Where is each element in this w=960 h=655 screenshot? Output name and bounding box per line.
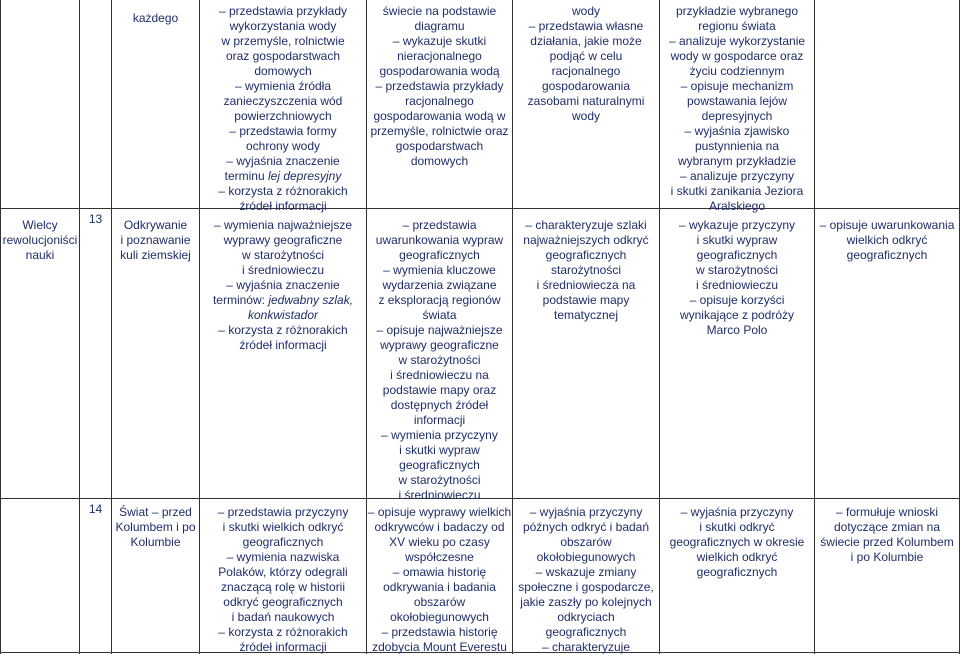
requirement-line: zasobami naturalnymi bbox=[527, 94, 645, 108]
requirement-line: geograficznych bbox=[696, 248, 778, 262]
requirement-line: podjąć w celu bbox=[549, 49, 623, 63]
requirement-line: – przedstawia formy bbox=[200, 124, 366, 139]
requirement-line: odkryć geograficznych bbox=[223, 595, 343, 609]
topic-line: każdego bbox=[132, 11, 179, 25]
requirement-line: okołobiegunowych bbox=[536, 550, 636, 564]
requirement-line: domowych bbox=[410, 154, 469, 168]
requirement-line: powierzchniowych bbox=[234, 109, 332, 123]
requirement-line: – przedstawia przykłady bbox=[367, 79, 512, 94]
requirement-line: gospodarowania wodą w bbox=[373, 109, 506, 123]
requirement-line: wody bbox=[571, 4, 600, 18]
requirement-line: podstawie mapy bbox=[542, 293, 630, 307]
requirement-line: świata bbox=[422, 308, 457, 322]
requirement-line: – opisuje najważniejsze bbox=[367, 323, 512, 338]
requirement-line: – przedstawia historię bbox=[367, 625, 512, 640]
requirement-line: w starożytności bbox=[398, 353, 481, 367]
requirement-line: w starożytności bbox=[695, 263, 779, 277]
requirement-line: – omawia historię bbox=[367, 565, 512, 580]
requirement-line: źródeł informacji bbox=[239, 338, 327, 352]
requirement-line: – korzysta z różnorakich bbox=[200, 625, 366, 640]
requirement-line: – opisuje mechanizm bbox=[660, 79, 814, 94]
requirement-line: – analizuje wykorzystanie bbox=[660, 34, 814, 49]
requirement-line: terminów: jedwabny szlak, bbox=[212, 293, 354, 307]
requirement-line: – charakteryzuje bbox=[513, 640, 659, 655]
requirement-line: geograficznych bbox=[696, 565, 778, 579]
requirements-cell bbox=[513, 4, 659, 124]
requirement-line: – analizuje przyczyny bbox=[660, 169, 814, 184]
table-grid-line bbox=[111, 0, 112, 654]
requirement-line: wykorzystania wody bbox=[229, 19, 337, 33]
topic-line: Odkrywanie bbox=[123, 218, 188, 232]
requirement-line: i średniowiecza na bbox=[536, 278, 636, 292]
topic-line: kuli ziemskiej bbox=[120, 248, 191, 262]
requirement-line: przykładzie wybranego bbox=[675, 4, 799, 18]
requirement-line: z eksploracją regionów bbox=[378, 293, 501, 307]
requirement-line: geograficznych bbox=[399, 458, 480, 472]
row-number: 13 bbox=[88, 212, 103, 226]
requirement-line: geograficznych w okresie bbox=[669, 535, 805, 549]
requirement-line: gospodarowania bbox=[541, 79, 631, 93]
requirement-line: współczesne bbox=[405, 550, 474, 564]
requirement-line: późnych odkryć i badań bbox=[522, 520, 650, 534]
requirement-line: – charakteryzuje szlaki bbox=[513, 218, 659, 233]
table-grid-line bbox=[0, 0, 1, 654]
requirement-line: regionu świata bbox=[698, 19, 776, 33]
requirement-line: i po Kolumbie bbox=[850, 550, 924, 564]
requirement-line: odkrywania i badania bbox=[383, 580, 496, 594]
requirement-line: zanieczyszczenia wód bbox=[223, 94, 343, 108]
requirement-line: – korzysta z różnorakich bbox=[200, 184, 366, 199]
requirement-line: Polaków, którzy odegrali bbox=[218, 565, 348, 579]
requirement-line: podstawie mapy oraz bbox=[382, 383, 497, 397]
requirement-line: – wymienia źródła bbox=[200, 79, 366, 94]
requirement-line: i skutki wypraw bbox=[399, 443, 480, 457]
requirements-cell bbox=[660, 505, 814, 580]
requirement-line: pustynnienia na bbox=[694, 139, 780, 153]
requirement-line: ochrony wody bbox=[245, 139, 321, 153]
requirement-line: domowych bbox=[254, 64, 312, 78]
requirements-cell bbox=[200, 4, 366, 214]
requirement-line: – wyjaśnia przyczyny bbox=[513, 505, 659, 520]
requirements-cell bbox=[200, 505, 366, 655]
requirement-line: geograficznych bbox=[242, 535, 324, 549]
requirement-line: gospodarstwach bbox=[395, 139, 484, 153]
requirement-line: wielkich odkryć bbox=[696, 550, 778, 564]
topic-cell bbox=[112, 505, 199, 550]
requirement-line: nieracjonalnego bbox=[397, 49, 482, 63]
requirement-line: Aralskiego bbox=[708, 199, 766, 213]
requirement-line: życiu codziennym bbox=[689, 64, 785, 78]
requirement-line: – opisuje uwarunkowania bbox=[815, 218, 959, 233]
topic-line: i poznawanie bbox=[120, 233, 191, 247]
requirement-line: w starożytności bbox=[241, 248, 325, 262]
topic-line: Świat – przed bbox=[119, 505, 192, 519]
topic-line: Kolumbem i po bbox=[115, 520, 196, 534]
requirements-cell bbox=[660, 218, 814, 338]
requirement-line: – wykazuje przyczyny bbox=[660, 218, 814, 233]
requirements-cell bbox=[367, 505, 512, 655]
requirement-line: i skutki zanikania Jeziora bbox=[670, 184, 804, 198]
requirement-line: – formułuje wnioski bbox=[815, 505, 959, 520]
requirements-cell bbox=[513, 505, 659, 655]
requirement-line: – wyjaśnia znaczenie bbox=[200, 154, 366, 169]
requirement-line: znaczącą rolę w historii bbox=[220, 580, 346, 594]
requirements-cell bbox=[367, 4, 512, 169]
requirement-line: i średniowieczu bbox=[241, 263, 325, 277]
requirement-line: geograficznych bbox=[545, 248, 627, 262]
requirements-cell bbox=[815, 218, 959, 263]
requirement-line: powstawania lejów bbox=[686, 94, 788, 108]
requirement-line: w starożytności bbox=[398, 473, 481, 487]
requirement-line: racjonalnego bbox=[551, 64, 621, 78]
requirement-line: zdobycia Mount Everestu bbox=[372, 640, 507, 654]
requirement-line: społeczne i gospodarcze, bbox=[518, 580, 654, 594]
requirement-line: geograficznych bbox=[846, 248, 928, 262]
requirement-line: obszarów bbox=[413, 595, 466, 609]
row-number: 14 bbox=[88, 502, 103, 516]
requirement-line: informacji bbox=[413, 413, 466, 427]
requirement-line: świecie przed Kolumbem bbox=[820, 535, 954, 549]
requirement-line: – wyjaśnia znaczenie bbox=[200, 278, 366, 293]
requirement-line: i skutki wielkich odkryć bbox=[222, 520, 344, 534]
requirement-line: – przedstawia przyczyny bbox=[200, 505, 366, 520]
requirements-cell bbox=[815, 505, 959, 565]
requirements-cell bbox=[200, 218, 366, 353]
requirement-line: racjonalnego bbox=[405, 94, 474, 108]
requirement-line: źródeł informacji bbox=[239, 199, 327, 213]
requirement-line: – opisuje korzyści bbox=[660, 293, 814, 308]
requirement-line: wynikające z podróży bbox=[679, 308, 795, 322]
requirement-line: geograficznych bbox=[545, 625, 627, 639]
requirement-line: wydarzenia związane bbox=[382, 278, 497, 292]
requirement-line: – wymienia kluczowe bbox=[367, 263, 512, 278]
section-label: Wielcy rewolucjoniści nauki bbox=[2, 218, 78, 262]
requirement-line: najważniejszych odkryć bbox=[523, 233, 649, 247]
requirement-line: wody bbox=[571, 109, 600, 123]
requirement-line: diagramu bbox=[414, 19, 465, 33]
requirement-line: tematycznej bbox=[553, 308, 619, 322]
topic-line: Kolumbie bbox=[130, 535, 181, 549]
requirement-line: – opisuje wyprawy wielkich bbox=[367, 505, 512, 520]
topic-cell bbox=[112, 11, 199, 26]
requirement-line: XV wieku po czasy bbox=[389, 535, 490, 549]
requirements-cell bbox=[660, 4, 814, 214]
table-grid-line bbox=[79, 0, 80, 654]
requirement-line: wody w gospodarce oraz bbox=[670, 49, 804, 63]
requirement-line: i skutki wypraw bbox=[696, 233, 778, 247]
requirement-line: dostępnych źródeł bbox=[390, 398, 489, 412]
requirement-line: – przedstawia własne bbox=[513, 19, 659, 34]
requirement-line: – wymienia nazwiska bbox=[200, 550, 366, 565]
requirement-line: i skutki odkryć bbox=[699, 520, 775, 534]
requirement-line: i średniowieczu na bbox=[390, 368, 489, 382]
requirement-line: depresyjnych bbox=[701, 109, 773, 123]
requirement-line: – przedstawia przykłady bbox=[200, 4, 366, 19]
requirement-line: – wymienia najważniejsze bbox=[200, 218, 366, 233]
requirement-line: uwarunkowania wypraw bbox=[375, 233, 504, 247]
requirement-line: okołobiegunowych bbox=[390, 610, 489, 624]
requirement-line: terminu lej depresyjny bbox=[224, 169, 342, 183]
requirement-line: działania, jakie może bbox=[530, 34, 642, 48]
requirement-line: źródeł informacji bbox=[239, 640, 327, 654]
requirement-line: konkwistador bbox=[247, 308, 319, 322]
requirement-line: dotyczące zmian na bbox=[833, 520, 941, 534]
requirement-line: – wykazuje skutki bbox=[367, 34, 512, 49]
requirement-line: geograficznych bbox=[399, 248, 480, 262]
requirement-line: w przemyśle, rolnictwie bbox=[221, 34, 345, 48]
table-grid-line bbox=[0, 208, 960, 209]
requirement-line: i średniowieczu bbox=[695, 278, 779, 292]
requirement-line: jakie zaszły po kolejnych bbox=[520, 595, 652, 609]
requirement-line: i badań naukowych bbox=[231, 610, 335, 624]
requirement-line: wielkich odkryć bbox=[846, 233, 928, 247]
requirement-line: Marco Polo bbox=[706, 323, 768, 337]
requirement-line: – wskazuje zmiany bbox=[513, 565, 659, 580]
requirement-line: – przedstawia bbox=[367, 218, 512, 233]
requirement-line: – wyjaśnia zjawisko bbox=[660, 124, 814, 139]
requirement-line: starożytności bbox=[550, 263, 622, 277]
requirement-line: – wyjaśnia przyczyny bbox=[660, 505, 814, 520]
requirement-line: gospodarowania wodą bbox=[379, 64, 500, 78]
topic-cell bbox=[112, 218, 199, 263]
requirement-line: – wymienia przyczyny bbox=[367, 428, 512, 443]
requirement-line: odkryciach bbox=[557, 610, 615, 624]
requirement-line: i średniowieczu bbox=[398, 488, 481, 502]
requirement-line: wyprawy geograficzne bbox=[223, 233, 343, 247]
requirements-cell bbox=[367, 218, 512, 503]
requirement-line: obszarów bbox=[560, 535, 612, 549]
requirements-cell bbox=[513, 218, 659, 323]
requirement-line: świecie na podstawie bbox=[382, 4, 497, 18]
requirement-line: wybranym przykładzie bbox=[677, 154, 797, 168]
requirement-line: przemyśle, rolnictwie oraz bbox=[370, 124, 509, 138]
requirement-line: wyprawy geograficzne bbox=[380, 338, 499, 352]
requirement-line: odkrywców i badaczy od bbox=[374, 520, 505, 534]
requirement-line: – korzysta z różnorakich bbox=[200, 323, 366, 338]
requirement-line: oraz gospodarstwach bbox=[225, 49, 341, 63]
